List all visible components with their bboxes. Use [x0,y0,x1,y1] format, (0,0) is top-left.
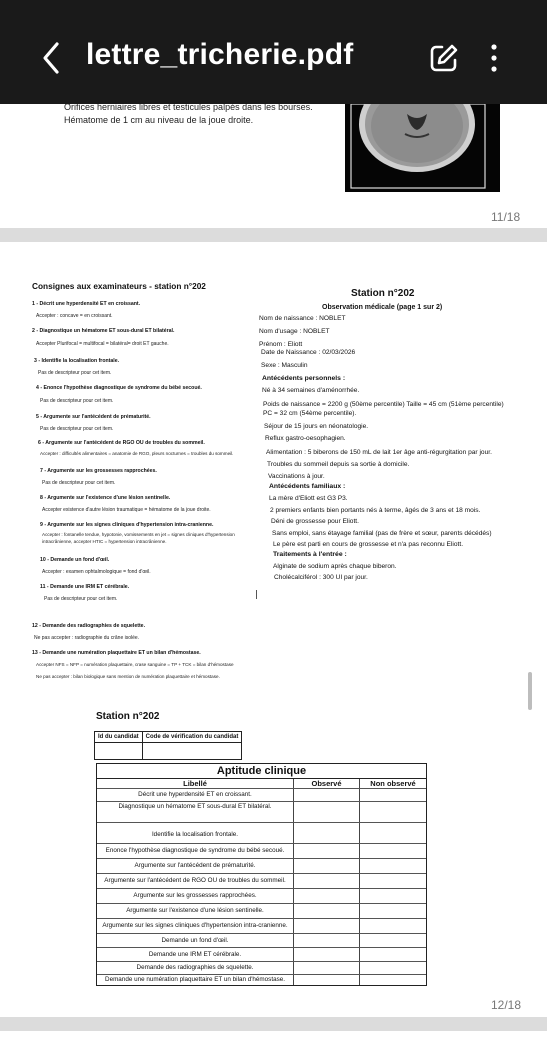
page11-line: Hématome de 1 cm au niveau de la joue droite. [64,115,254,125]
row-label: Argumente sur les signes cliniques d'hypertension intra-cranienne. [102,922,288,929]
instruction-item: 1 - Décrit une hyperdensité ET en croissant. [32,301,141,307]
instruction-item: 5 - Argumente sur l'antécédent de prématurité. [36,414,151,420]
instruction-note: Pas de descripteur pour cet item. [44,596,118,602]
antecedent-line: Séjour de 15 jours en néonatologie. [264,423,369,430]
station-label: Station n°202 [96,711,160,722]
row-label: Argumente sur l'existence d'une lésion sentinelle. [126,907,264,914]
instruction-item: 10 - Demande un fond d'œil. [40,557,110,563]
instruction-note: Ne pas accepter : bilan biologique sans mention de numération plaquettaire et hémostase. [36,674,220,679]
patient-field: Nom d'usage : NOBLET [259,328,330,335]
instruction-note: Pas de descripteur pour cet item. [40,398,114,404]
table-row [97,888,426,903]
family-line: La mère d'Eliott est G3 P3. [269,495,348,502]
instruction-item: 6 - Argumente sur l'antécédent de RGO OU de troubles du sommeil. [38,440,205,446]
table-row [97,873,426,888]
row-label: Demande une numération plaquettaire ET un bilan d'hémostase. [105,976,285,983]
row-label: Argumente sur les grossesses rapprochées. [133,892,257,899]
table-row [97,933,426,947]
table-row [97,801,426,822]
row-label: Demande des radiographies de squelette. [136,964,254,971]
verification-code-header: Code de vérification du candidat [142,732,242,743]
instruction-item: 4 - Enonce l'hypothèse diagnostique de syndrome du bébé secoué. [36,385,202,391]
station-title: Station n°202 [351,288,415,299]
antecedent-line: Troubles du sommeil depuis sa sortie à domicile. [267,461,410,468]
table-row [97,918,426,933]
instruction-item: 2 - Diagnostique un hématome ET sous-dural ET bilatéral. [32,328,175,334]
treatment-heading: Traitements à l'entrée : [273,551,347,558]
instruction-note: Accepter : fontanelle tendue, hypotonie, vomissements en jet = signes cliniques d'hypertension [42,532,235,537]
page-indicator: 12/18 [491,998,522,1012]
table-row [97,843,426,858]
label-column-header: Libellé [183,779,207,788]
document-title: lettre_tricherie.pdf [86,38,354,71]
candidate-id-header: Id du candidat [95,732,143,743]
page-separator [0,228,547,242]
more-options-icon[interactable] [484,42,504,74]
instruction-note: Accepter : difficultés alimentaires = anatomie de RGO, pleurs nocturnes = troubles du sommeil. [40,451,234,456]
instruction-item: 8 - Argumente sur l'existence d'une lésion sentinelle. [40,495,171,501]
antecedent-line: Alimentation : 5 biberons de 150 mL de lait 1er âge anti-régurgitation par jour. [266,449,492,456]
instruction-note: Accepter : examen ophtalmologique = fond d'œil. [42,569,151,575]
instruction-item: 12 - Demande des radiographies de squelette. [32,623,146,629]
table-row [97,903,426,918]
row-label: Enonce l'hypothèse diagnostique de syndrome du bébé secoué. [105,847,285,854]
row-label: Décrit une hyperdensité ET en croissant. [138,791,252,798]
row-label: Demande une IRM ET cérébrale. [148,951,242,958]
antecedent-line: Vaccinations à jour. [268,473,325,480]
text-cursor-mark [256,590,257,599]
observation-subtitle: Observation médicale (page 1 sur 2) [322,304,443,311]
top-app-bar [0,0,547,104]
observed-column-header: Observé [311,779,342,788]
patient-field: Nom de naissance : NOBLET [259,315,346,322]
instruction-note: Pas de descripteur pour cet item. [42,480,116,486]
not-observed-column-header: Non observé [370,779,416,788]
scrollbar-thumb[interactable] [528,672,532,710]
edit-icon[interactable] [428,42,460,74]
back-arrow-icon[interactable] [40,40,62,76]
instruction-item: 7 - Argumente sur les grossesses rapprochées. [40,468,157,474]
candidate-id-table [94,731,242,760]
family-line: Le père est parti en cours de grossesse et n'a pas reconnu Eliott. [273,541,464,548]
ct-scan-image [345,104,500,192]
antecedents-heading: Antécédents personnels : [262,375,346,382]
aptitude-table [96,763,427,986]
row-label: Identifie la localisation frontale. [151,831,239,838]
instruction-note: Accepter : concave = en croissant. [36,313,113,319]
pdf-page-11 [0,104,547,228]
table-row [97,788,426,801]
page-separator [0,1017,547,1031]
instruction-note: Ne pas accepter : radiographie du crâne isolée. [34,635,140,641]
instruction-item: 9 - Argumente sur les signes cliniques d'hypertension intra-cranienne. [40,522,214,528]
patient-field: Date de Naissance : 02/03/2026 [261,349,356,356]
row-label: Argumente sur l'antécédent de RGO OU de troubles du sommeil. [104,877,286,884]
pdf-page-12 [0,242,547,1017]
examiner-instructions-title: Consignes aux examinateurs - station n°202 [32,281,206,291]
table-row [97,822,426,843]
table-row [97,858,426,873]
treatment-line: Cholécalciférol : 300 UI par jour. [274,574,368,581]
page11-line: Orifices herniaires libres et testicules palpés dans les bourses. [64,104,313,112]
antecedent-line: PC = 32 cm (54ème percentile). [263,410,357,417]
antecedent-line: Poids de naissance = 2200 g (50ème percentile) Taille = 45 cm (51ème percentile) [263,401,504,408]
row-label: Diagnostique un hématome ET sous-dural ET bilatéral. [118,803,272,810]
candidate-id-cell [95,743,143,760]
instruction-note: Accepter existence d'autre lésion traumatique = hématome de la joue droite. [42,507,211,513]
instruction-item: 13 - Demande une numération plaquettaire ET un bilan d'hémostase. [32,650,201,656]
instruction-note: Pas de descripteur pour cet item. [40,426,114,432]
table-row [97,974,426,986]
treatment-line: Alginate de sodium après chaque biberon. [273,563,397,570]
table-row [97,961,426,974]
instruction-item: 11 - Demande une IRM ET cérébrale. [40,584,130,590]
table-row [97,947,426,961]
page-indicator: 11/18 [491,210,521,224]
row-label: Argumente sur l'antécédent de prématurité. [134,862,256,869]
instruction-note: intracrânienne, accepter HTIC = hypertension intracrânienne. [42,539,167,544]
aptitude-title: Aptitude clinique [97,764,426,779]
family-line: 2 premiers enfants bien portants nés à terme, âgés de 3 ans et 18 mois. [270,507,481,514]
instruction-note: Pas de descripteur pour cet item. [38,370,112,376]
instruction-note: Accepter Plurifocal = multifocal = bilatéral= droit ET gauche. [36,341,169,347]
family-line: Déni de grossesse pour Eliott. [271,518,359,525]
verification-code-cell [142,743,242,760]
patient-field: Sexe : Masculin [261,362,308,369]
family-line: Sans emploi, sans étayage familial (pas de frère et sœur, parents décédés) [272,530,492,537]
antecedent-line: Né à 34 semaines d'aménorrhée. [262,387,360,394]
antecedent-line: Reflux gastro-oesophagien. [265,435,346,442]
row-label: Demande un fond d'œil. [161,937,229,944]
instruction-item: 3 - Identifie la localisation frontale. [34,358,120,364]
patient-field: Prénom : Eliott [259,341,303,348]
family-heading: Antécédents familiaux : [269,483,346,490]
instruction-note: Accepter NFS = NFP = numération plaquettaire, crase sanguine = TP + TCK = bilan d'hémostase [36,662,234,667]
